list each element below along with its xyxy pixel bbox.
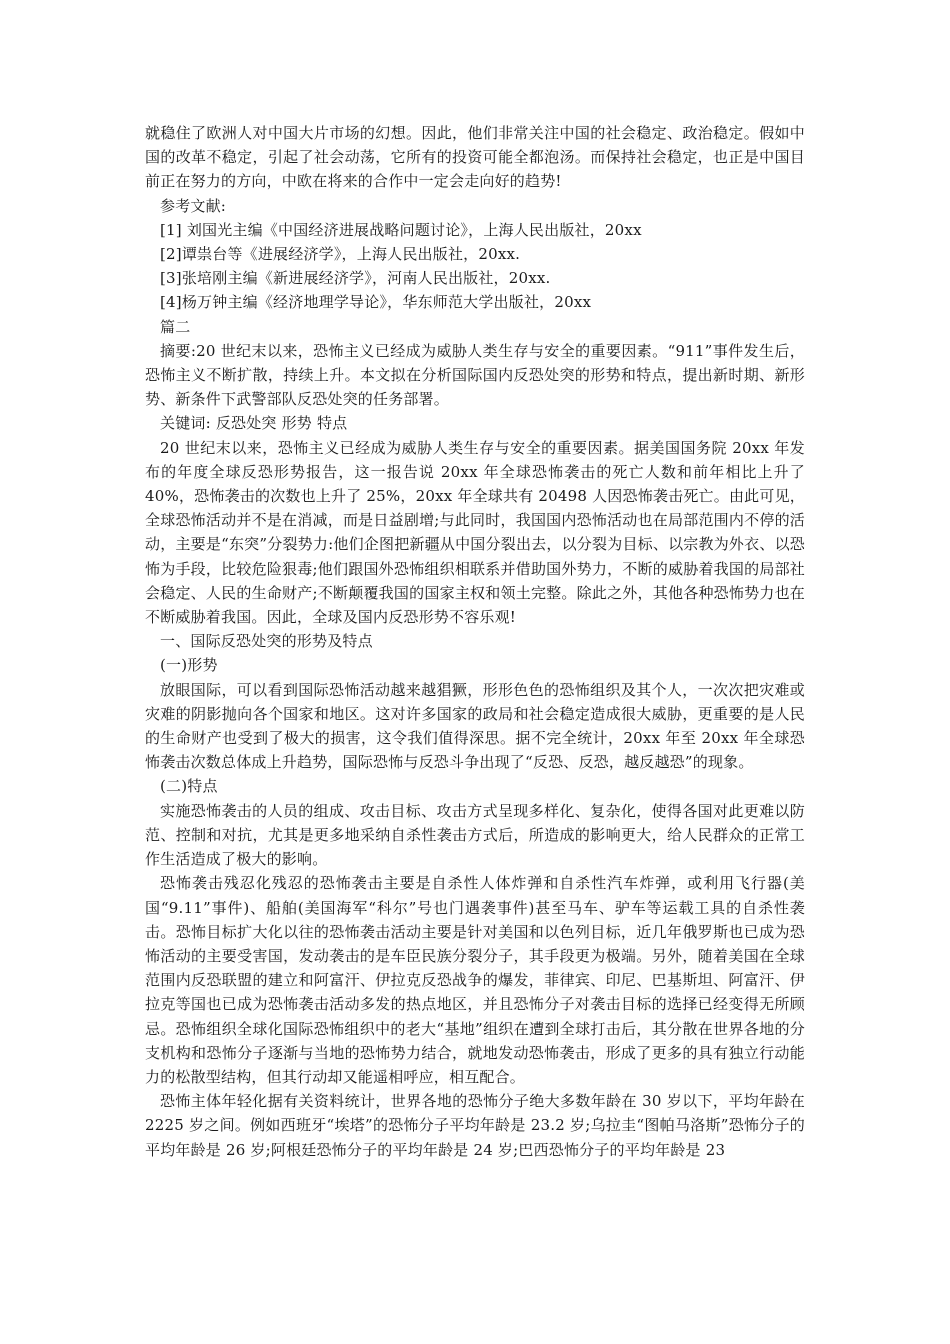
body-paragraph-intro: 20 世纪末以来，恐怖主义已经成为威胁人类生存与安全的重要因素。据美国国务院 20xx 年发布的年度全球反恐形势报告，这一报告说 20xx 年全球恐怖袭击的死亡人数和前年相比上升了 40%，恐怖袭击的次数也上升了 25%，20xx 年全球共有 20498 人因恐怖袭击死亡。由此可见，全球恐怖活动并不是在消减，而是日益剧增;与此同时，我国国内恐怖活动也在局部范围内不停的活动，主要是“东突”分裂势力:他们企图把新疆从中国分裂出去，以分裂为目标、以宗教为外衣、以恐怖为手段，比较危险狠毒;他们跟国外恐怖组织相联系并借助国外势力，不断的威胁着我国的局部社会稳定、人民的生命财产;不断颠覆我国的国家主权和领土完整。除此之外，其他各种恐怖势力也在不断威胁着我国。因此，全球及国内反恐形势不容乐观! bbox=[145, 438, 805, 627]
paragraph-europe-conclusion: 就稳住了欧洲人对中国大片市场的幻想。因此，他们非常关注中国的社会稳定、政治稳定。假如中国的改革不稳定，引起了社会动荡，它所有的投资可能全都泡汤。而保持社会稳定，也正是中国目前正在努力的方向，中欧在将来的合作中一定会走向好的趋势! bbox=[145, 124, 805, 191]
body-paragraph-youth: 恐怖主体年轻化据有关资料统计，世界各地的恐怖分子绝大多数年龄在 30 岁以下，平均年龄在 2225 岁之间。例如西班牙“埃塔”的恐怖分子平均年龄是 23.2 岁;乌拉圭“图帕马洛斯”恐怖分子的平均年龄是 26 岁;阿根廷恐怖分子的平均年龄是 24 岁;巴西恐怖分子的平均年龄是 23 bbox=[145, 1092, 805, 1159]
keywords-line: 关键词: 反恐处突 形势 特点 bbox=[160, 414, 348, 433]
abstract-paragraph: 摘要:20 世纪末以来，恐怖主义已经成为威胁人类生存与安全的重要因素。“911”事件发生后，恐怖主义不断扩散，持续上升。本文拟在分析国际国内反恐处突的形势和特点，提出新时期、新形势、新条件下武警部队反恐处突的任务部署。 bbox=[145, 341, 805, 409]
subheading-situation: (一)形势 bbox=[160, 656, 218, 675]
reference-item-3: [3]张培刚主编《新进展经济学》，河南人民出版社，20xx. bbox=[160, 269, 551, 288]
body-paragraph-cruelty: 恐怖袭击残忍化残忍的恐怖袭击主要是自杀性人体炸弹和自杀性汽车炸弹，或利用飞行器(美国“9.11”事件)、船舶(美国海军“科尔”号也门遇袭事件)甚至马车、驴车等运载工具的自杀性袭击。恐怖目标扩大化以往的恐怖袭击活动主要是针对美国和以色列目标，近几年俄罗斯也已成为恐怖活动的主要受害国，发动袭击的是车臣民族分裂分子，其手段更为极端。另外，随着美国在全球范围内反恐联盟的建立和阿富汗、伊拉克反恐战争的爆发，菲律宾、印尼、巴基斯坦、阿富汗、伊拉克等国也已成为恐怖袭击活动多发的热点地区，并且恐怖分子对袭击目标的选择已经变得无所顾忌。恐怖组织全球化国际恐怖组织中的老大“基地”组织在遭到全球打击后，其分散在世界各地的分支机构和恐怖分子逐渐与当地的恐怖势力结合，就地发动恐怖袭击，形成了更多的具有独立行动能力的松散型结构，但其行动却又能遥相呼应，相互配合。 bbox=[145, 874, 805, 1086]
reference-item-2: [2]谭祟台等《进展经济学》，上海人民出版社，20xx. bbox=[160, 245, 521, 264]
section-title-part-two: 篇二 bbox=[160, 317, 191, 336]
body-paragraph-situation: 放眼国际，可以看到国际恐怖活动越来越猖獗，形形色色的恐怖组织及其个人，一次次把灾难或灾难的阴影抛向各个国家和地区。这对许多国家的政局和社会稳定造成很大威胁，更重要的是人民的生命财产也受到了极大的损害，这令我们值得深思。据不完全统计，20xx 年至 20xx 年全球恐怖袭击次数总体成上升趋势，国际恐怖与反恐斗争出现了“反恐、反恐，越反越恐”的现象。 bbox=[145, 680, 805, 772]
heading-international-situation: 一、国际反恐处突的形势及特点 bbox=[160, 632, 373, 651]
reference-item-4: [4]杨万钟主编《经济地理学导论》，华东师范大学出版社，20xx bbox=[160, 293, 592, 312]
document-page bbox=[145, 121, 805, 1162]
body-paragraph-diversification: 实施恐怖袭击的人员的组成、攻击目标、攻击方式呈现多样化、复杂化，使得各国对此更难以防范、控制和对抗，尤其是更多地采纳自杀性袭击方式后，所造成的影响更大，给人民群众的正常工作生活造成了极大的影响。 bbox=[145, 801, 805, 869]
subheading-characteristics: (二)特点 bbox=[160, 777, 218, 796]
references-heading: 参考文献: bbox=[160, 196, 227, 215]
reference-item-1: [1] 刘国光主编《中国经济进展战略问题讨论》，上海人民出版社，20xx bbox=[160, 220, 642, 239]
